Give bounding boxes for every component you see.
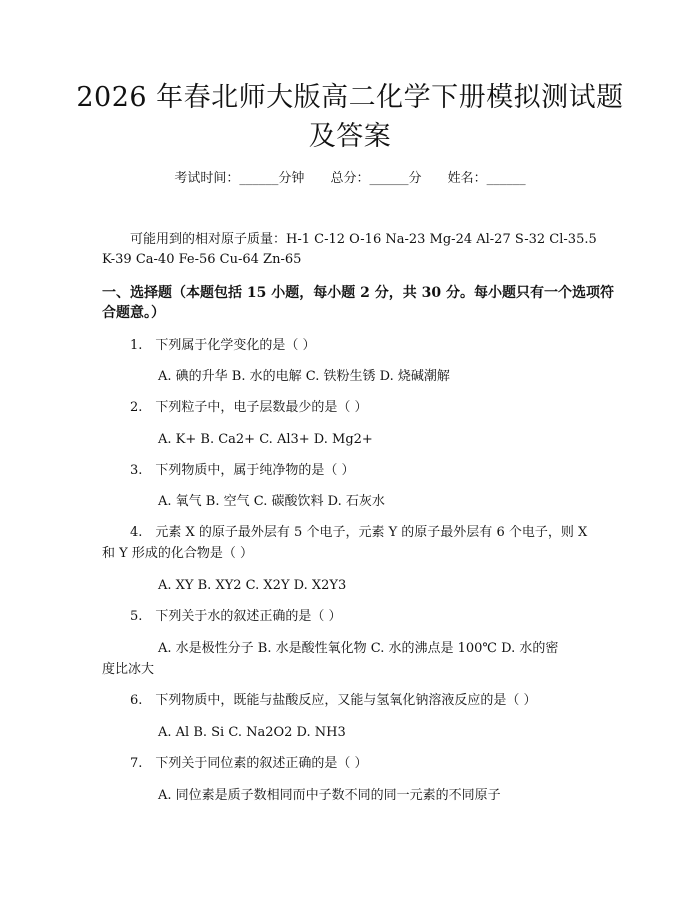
- question-5-options: A. 水是极性分子 B. 水是酸性氧化物 C. 水的沸点是 100℃ D. 水的密: [158, 641, 559, 656]
- section-heading-line2: 合题意。）: [102, 305, 165, 321]
- question-5-stem: 5. 下列关于水的叙述正确的是（ ）: [130, 609, 342, 624]
- question-2-options: A. K+ B. Ca2+ C. Al3+ D. Mg2+: [158, 432, 373, 447]
- question-1-options: A. 碘的升华 B. 水的电解 C. 铁粉生锈 D. 烧碱潮解: [158, 369, 450, 384]
- question-3-options: A. 氧气 B. 空气 C. 碳酸饮料 D. 石灰水: [158, 494, 385, 509]
- exam-info: [0, 169, 700, 189]
- question-5-options-cont: 度比冰大: [102, 662, 155, 677]
- question-6-stem: 6. 下列物质中，既能与盐酸反应，又能与氢氧化钠溶液反应的是（ ）: [130, 693, 537, 708]
- doc-title-line1: 2026 年春北师大版高二化学下册模拟测试题: [76, 82, 624, 113]
- question-1-stem: 1. 下列属于化学变化的是（ ）: [130, 338, 316, 353]
- section-heading-line1: 一、选择题（本题包括 15 小题，每小题 2 分，共 30 分。每小题只有一个选项符: [102, 285, 614, 301]
- exam-name-field: 姓名：______: [447, 171, 526, 186]
- doc-title-line2: 及答案: [308, 121, 392, 152]
- question-2-stem: 2. 下列粒子中，电子层数最少的是（ ）: [130, 400, 368, 415]
- question-7-stem: 7. 下列关于同位素的叙述正确的是（ ）: [130, 756, 368, 771]
- atomic-mass-line2: K-39 Ca-40 Fe-56 Cu-64 Zn-65: [102, 252, 302, 267]
- question-4-options: A. XY B. XY2 C. X2Y D. X2Y3: [158, 578, 347, 593]
- exam-time-field: 考试时间：______分钟: [174, 171, 305, 186]
- question-7-option-a: A. 同位素是质子数相同而中子数不同的同一元素的不同原子: [158, 788, 501, 803]
- question-6-options: A. Al B. Si C. Na2O2 D. NH3: [158, 725, 346, 740]
- question-4-stem-cont: 和 Y 形成的化合物是（ ）: [102, 546, 253, 561]
- question-4-stem: 4. 元素 X 的原子最外层有 5 个电子，元素 Y 的原子最外层有 6 个电子，则 X: [130, 525, 588, 540]
- question-3-stem: 3. 下列物质中，属于纯净物的是（ ）: [130, 463, 355, 478]
- atomic-mass-line1: 可能用到的相对原子质量：H-1 C-12 O-16 Na-23 Mg-24 Al-27 S-32 Cl-35.5: [130, 232, 597, 247]
- exam-score-field: 总分：______分: [330, 171, 422, 186]
